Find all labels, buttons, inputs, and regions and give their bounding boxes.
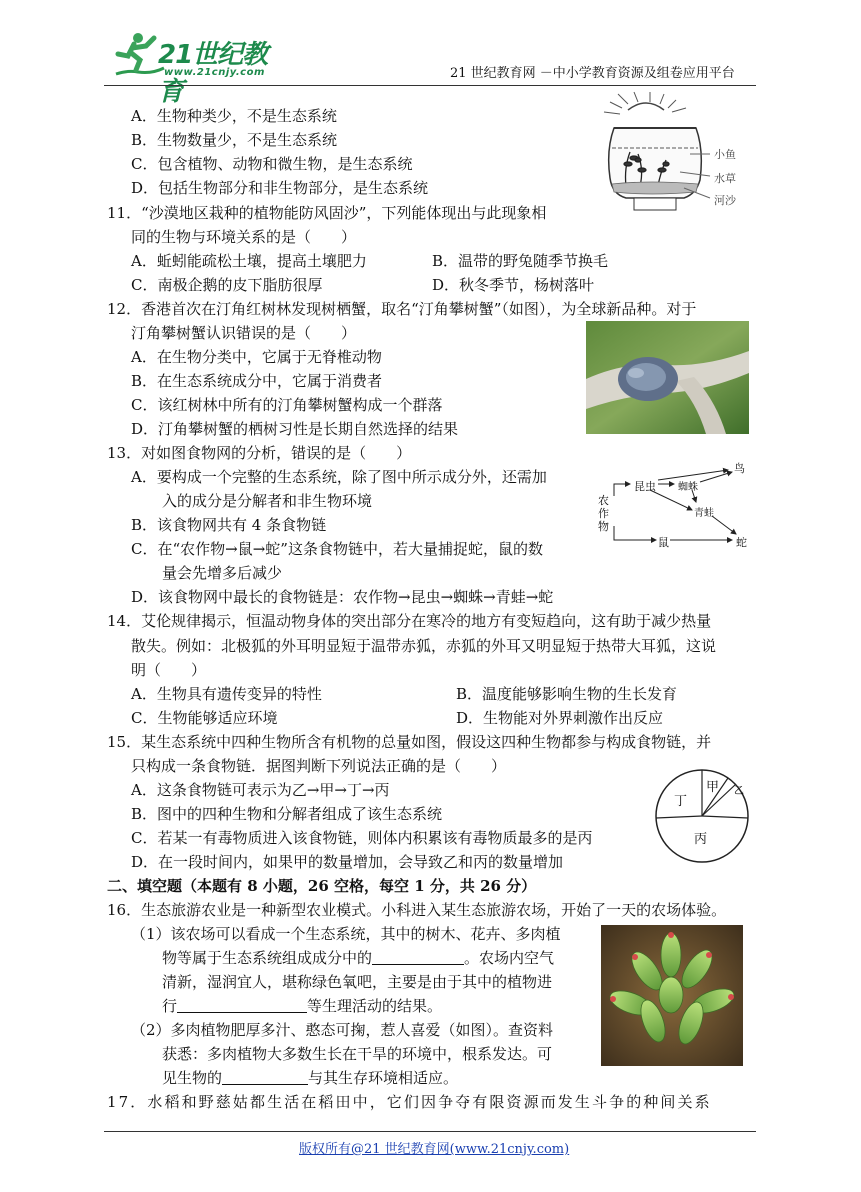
foodweb-crop-1: 农	[598, 494, 609, 507]
q16-blank-2[interactable]	[177, 997, 307, 1013]
q13-stem: 13．对如图食物网的分析，错误的是（ ）	[107, 444, 412, 462]
section-2-heading: 二、填空题（本题有 8 小题，26 空格，每空 1 分，共 26 分）	[107, 877, 537, 895]
q15-stem-1: 15．某生态系统中四种生物所含有机物的总量如图，假设这四种生物都参与构成食物链，并	[107, 733, 712, 751]
q16-part2-line1: （2）多肉植物肥厚多汁、憨态可掬，惹人喜爱（如图）。查资料	[131, 1021, 554, 1039]
q12-stem-2: 汀角攀树蟹认识错误的是（ ）	[131, 324, 357, 342]
footer-rule	[104, 1131, 756, 1132]
q11-option-a: A．蚯蚓能疏松土壤，提高土壤肥力	[131, 252, 367, 270]
q16-part1-line4-b: 等生理活动的结果。	[307, 997, 443, 1015]
q16-part1-line2-b: 。农场内空气	[464, 949, 555, 967]
q12-option-c: C．该红树林中所有的汀角攀树蟹构成一个群落	[131, 396, 443, 414]
ecobottle-label-fish: 小鱼	[714, 148, 736, 161]
q16-part2-line3-a: 见生物的	[162, 1069, 223, 1087]
foodweb-spider: 蜘蛛	[678, 482, 698, 493]
ecobottle-figure	[600, 90, 760, 220]
q16-part2-line3-b: 与其生存环境相适应。	[308, 1069, 459, 1087]
q16-part1-line2	[162, 948, 554, 968]
footer-copyright-link[interactable]: 版权所有@21 世纪教育网(www.21cnjy.com)	[299, 1142, 570, 1157]
q15-option-b: B．图中的四种生物和分解者组成了该生态系统	[131, 805, 443, 823]
q16-part2-line2: 获悉：多肉植物大多数生长在干旱的环境中，根系发达。可	[162, 1045, 553, 1063]
q10-option-a: A．生物种类少，不是生态系统	[131, 107, 337, 125]
q15-option-d: D．在一段时间内，如果甲的数量增加，会导致乙和丙的数量增加	[131, 853, 564, 871]
q16-part1-line2-a: 物等属于生态系统组成成分中的	[162, 949, 373, 967]
q16-stem: 16．生态旅游农业是一种新型农业模式。小科进入某生态旅游农场，开始了一天的农场体验。	[107, 901, 727, 919]
q14-option-b: B．温度能够影响生物的生长发育	[456, 685, 678, 703]
q13-option-a-2: 入的成分是分解者和非生物环境	[162, 492, 373, 510]
q12-option-d: D．汀角攀树蟹的栖树习性是长期自然选择的结果	[131, 420, 459, 438]
pie-label-ding: 丁	[674, 794, 688, 809]
header-rule	[104, 85, 756, 86]
succulent-photo	[601, 925, 743, 1066]
q12-option-a: A．在生物分类中，它属于无脊椎动物	[131, 348, 382, 366]
q13-option-b: B．该食物网共有 4 条食物链	[131, 516, 327, 534]
q14-option-a: A．生物具有遗传变异的特性	[131, 685, 322, 703]
pie-figure	[652, 766, 752, 866]
pie-label-bing: 丙	[694, 832, 708, 847]
foodweb-insect: 昆虫	[634, 480, 656, 493]
pie-label-jia: 甲	[706, 780, 720, 795]
q12-stem-1: 12．香港首次在汀角红树林发现树栖蟹，取名“汀角攀树蟹”（如图），为全球新品种。对于	[107, 300, 697, 318]
q16-part1-line1: （1）该农场可以看成一个生态系统，其中的树木、花卉、多肉植	[131, 925, 561, 943]
q11-option-d: D．秋冬季节，杨树落叶	[432, 276, 595, 294]
q15-option-c: C．若某一有毒物质进入该食物链，则体内积累该有毒物质最多的是丙	[131, 829, 593, 847]
q14-option-d: D．生物能对外界刺激作出反应	[456, 709, 664, 727]
q13-option-d: D．该食物网中最长的食物链是：农作物→昆虫→蜘蛛→青蛙→蛇	[131, 588, 554, 606]
q11-option-c: C．南极企鹅的皮下脂肪很厚	[131, 276, 323, 294]
foodweb-mouse: 鼠	[658, 536, 669, 549]
foodweb-snake: 蛇	[736, 536, 747, 549]
foodweb-crop-2: 作	[598, 507, 609, 520]
site-logo[interactable]	[108, 30, 288, 107]
ecobottle-label-sand: 河沙	[714, 194, 736, 207]
q14-stem-1: 14．艾伦规律揭示，恒温动物身体的突出部分在寒冷的地方有变短趋向，这有助于减少热量	[107, 612, 712, 630]
q14-option-c: C．生物能够适应环境	[131, 709, 278, 727]
q13-option-c-1: C．在“农作物→鼠→蛇”这条食物链中，若大量捕捉蛇，鼠的数	[131, 540, 543, 558]
q15-stem-2: 只构成一条食物链．据图判断下列说法正确的是（ ）	[131, 757, 507, 775]
q11-option-b: B．温带的野兔随季节换毛	[432, 252, 609, 270]
foodweb-crop-3: 物	[598, 520, 609, 533]
q10-option-b: B．生物数量少，不是生态系统	[131, 131, 338, 149]
q16-blank-3[interactable]	[222, 1069, 308, 1085]
q16-blank-1[interactable]	[372, 949, 464, 965]
logo-url-text: www.21cnjy.com	[164, 67, 265, 78]
ecobottle-label-grass: 水草	[714, 172, 736, 185]
foodweb-frog: 青蛙	[694, 508, 714, 519]
q14-stem-2: 散失。例如：北极狐的外耳明显短于温带赤狐，赤狐的外耳又明显短于热带大耳狐，这说	[131, 637, 717, 655]
q10-option-c: C．包含植物、动物和微生物，是生态系统	[131, 155, 413, 173]
q11-stem-2: 同的生物与环境关系的是（ ）	[131, 228, 357, 246]
food-web-diagram	[596, 456, 756, 556]
q14-stem-3: 明（ ）	[131, 661, 207, 679]
q16-part1-line4	[162, 996, 442, 1016]
q13-option-c-2: 量会先增多后减少	[162, 564, 283, 582]
pie-label-yi: 乙	[734, 786, 744, 797]
logo-main-text: 21世纪教育	[158, 40, 268, 107]
q10-option-d: D．包括生物部分和非生物部分，是生态系统	[131, 179, 429, 197]
q16-part1-line3: 清新，湿润宜人，堪称绿色氧吧，主要是由于其中的植物进	[162, 973, 553, 991]
q11-stem-1: 11．“沙漠地区栽种的植物能防风固沙”，下列能体现出与此现象相	[107, 204, 547, 222]
header	[0, 0, 861, 107]
q17-stem: 17．水稻和野慈姑都生活在稻田中，它们因争夺有限资源而发生斗争的种间关系	[107, 1093, 712, 1111]
q16-part1-line4-a: 行	[162, 997, 178, 1015]
foodweb-bird: 鸟	[734, 462, 745, 475]
crab-photo	[586, 321, 749, 434]
q12-option-b: B．在生态系统成分中，它属于消费者	[131, 372, 383, 390]
header-right-text: 21 世纪教育网 －中小学教育资源及组卷应用平台	[450, 66, 735, 81]
q16-part2-line3	[162, 1068, 458, 1088]
q13-option-a-1: A．要构成一个完整的生态系统，除了图中所示成分外，还需加	[131, 468, 547, 486]
q15-option-a: A．这条食物链可表示为乙→甲→丁→丙	[131, 781, 390, 799]
